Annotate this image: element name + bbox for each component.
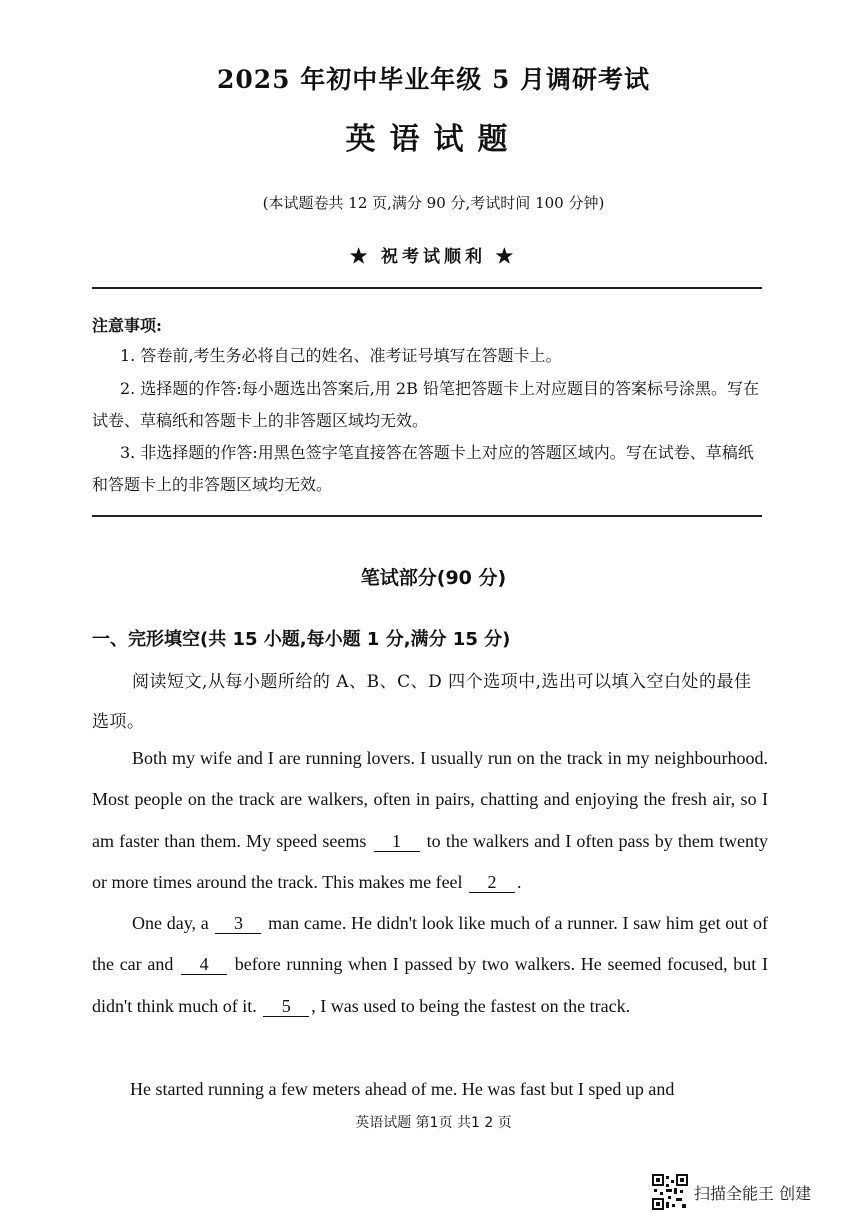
passage-text: Both my wife and I are running lovers. I usually run on the track in my neighbourhood. Most people on the track are walkers, often in pairs, chatting and enjoying the fresh air, so I am faster than them. My speed seems — [92, 748, 768, 851]
passage-paragraph: He started running a few meters ahead of me. He was fast but I sped up and — [130, 1079, 675, 1099]
blank-1: 1 — [374, 831, 420, 852]
notice-item: 3. 非选择题的作答:用黑色签字笔直接答在答题卡上对应的答题区域内。写在试卷、草稿纸和答题卡上的非答题区域均无效。 — [92, 443, 754, 494]
scanner-watermark — [652, 1172, 811, 1212]
passage-text: man came. He didn't look like much of a runner. I saw him get out of the car and — [92, 913, 768, 975]
part-instruction: 阅读短文,从每小题所给的 A、B、C、D 四个选项中,选出可以填入空白处的最佳选项。 — [92, 672, 752, 732]
qr-code-icon — [652, 1174, 688, 1210]
blank-4: 4 — [181, 954, 227, 975]
notice-item: 1. 答卷前,考生务必将自己的姓名、准考证号填写在答题卡上。 — [120, 346, 562, 365]
section-title: 笔试部分(90 分) — [360, 567, 507, 589]
blank-5: 5 — [263, 996, 309, 1017]
page-footer: 英语试题 第1页 共1 2 页 — [355, 1115, 512, 1131]
passage-text: before running when I passed by two walkers. He seemed focused, but I didn't think much of it. — [92, 954, 768, 1016]
passage-text: , I was used to being the fastest on the track. — [311, 995, 631, 1016]
blank-2: 2 — [469, 872, 515, 893]
exam-title: 2025 年初中毕业年级 5 月调研考试 — [216, 65, 651, 94]
divider-bottom — [92, 515, 762, 517]
part-heading: 一、完形填空(共 15 小题,每小题 1 分,满分 15 分) — [92, 629, 511, 650]
passage-text: to the walkers and I often pass by them twenty or more times around the track. This makes me feel — [92, 830, 768, 892]
notice-item: 2. 选择题的作答:每小题选出答案后,用 2B 铅笔把答题卡上对应题目的答案标号涂黑。写在试卷、草稿纸和答题卡上的非答题区域均无效。 — [92, 379, 759, 430]
passage-paragraph — [92, 738, 768, 903]
blank-3: 3 — [215, 913, 261, 934]
exam-info: (本试题卷共 12 页,满分 90 分,考试时间 100 分钟) — [262, 194, 605, 212]
good-luck-banner: ★ 祝考试顺利 ★ — [350, 247, 517, 267]
passage-paragraph — [92, 903, 768, 1027]
notice-heading: 注意事项: — [92, 316, 162, 335]
subject-title: 英语试题 — [345, 122, 522, 157]
divider-top — [92, 287, 762, 289]
passage-text: One day, a — [132, 913, 214, 933]
passage-text: . — [517, 871, 522, 892]
scanner-label: 扫描全能王 创建 — [694, 1183, 812, 1203]
